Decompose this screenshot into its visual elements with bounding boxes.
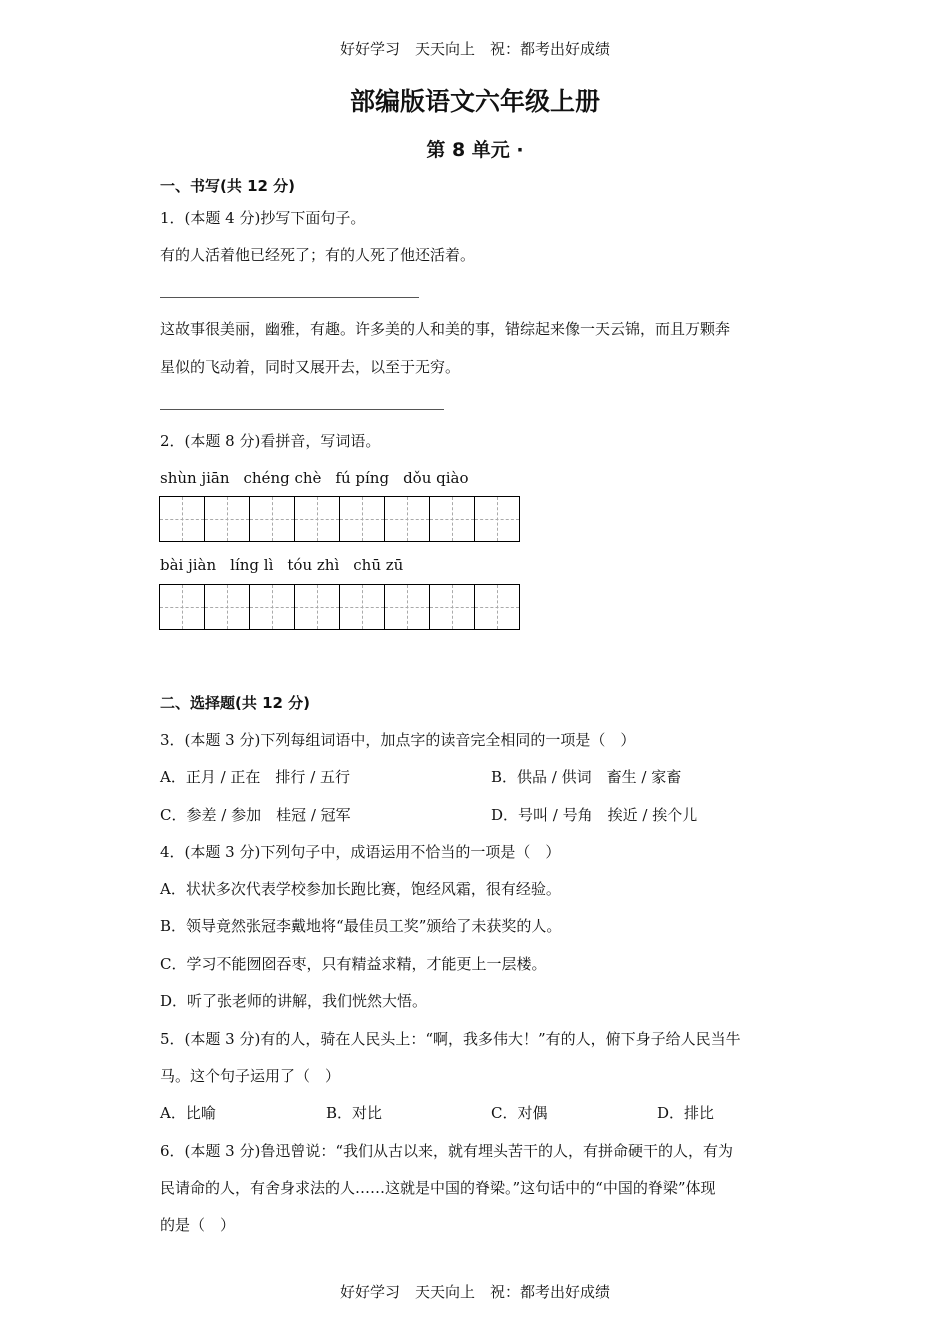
pinyin-item: tóu zhì	[287, 556, 340, 574]
writing-cell[interactable]	[294, 584, 340, 630]
page-header: 好好学习 天天向上 祝：都考出好成绩	[339, 40, 610, 58]
writing-cell[interactable]	[429, 584, 475, 630]
writing-cell[interactable]	[429, 496, 475, 542]
writing-cell[interactable]	[159, 496, 205, 542]
q3-option-b[interactable]: B．供品 / 供词 畜生 / 家畜	[491, 768, 682, 786]
q2-pinyin-row-1	[160, 469, 483, 487]
q1-answer-line-2[interactable]	[160, 409, 444, 410]
q5-option-b[interactable]: B．对比	[326, 1104, 383, 1122]
writing-cell[interactable]	[384, 496, 430, 542]
q5-option-a[interactable]: A．比喻	[160, 1104, 216, 1122]
q1-sentence-2-line-1: 这故事很美丽，幽雅，有趣。许多美的人和美的事，错综起来像一天云锦，而且万颗奔	[160, 320, 731, 338]
q4-option-a[interactable]: A．状状多次代表学校参加长跑比赛，饱经风霜，很有经验。	[160, 880, 561, 898]
writing-cell[interactable]	[339, 584, 385, 630]
pinyin-item: chéng chè	[243, 469, 322, 487]
writing-cell[interactable]	[249, 584, 295, 630]
writing-cell[interactable]	[159, 584, 205, 630]
q4-option-d[interactable]: D．听了张老师的讲解，我们恍然大悟。	[160, 992, 428, 1010]
pinyin-item: líng lì	[230, 556, 274, 574]
q4-option-c[interactable]: C．学习不能囫囵吞枣，只有精益求精，才能更上一层楼。	[160, 955, 547, 973]
writing-cell[interactable]	[339, 496, 385, 542]
q5-option-c[interactable]: C．对偶	[491, 1104, 548, 1122]
q1-stem: 1．(本题 4 分)抄写下面句子。	[160, 209, 366, 227]
writing-cell[interactable]	[474, 584, 520, 630]
writing-cell[interactable]	[204, 496, 250, 542]
q2-stem: 2．(本题 8 分)看拼音，写词语。	[160, 432, 381, 450]
writing-cell[interactable]	[204, 584, 250, 630]
q5-stem-line-1: 5．(本题 3 分)有的人，骑在人民头上：“啊，我多伟大！”有的人，俯下身子给人民当牛	[160, 1030, 741, 1048]
q5-option-d[interactable]: D．排比	[657, 1104, 715, 1122]
pinyin-item: bài jiàn	[160, 556, 217, 574]
unit-subtitle: 第 8 单元 ·	[426, 139, 524, 161]
q4-option-b[interactable]: B．领导竟然张冠李戴地将“最佳员工奖”颁给了未获奖的人。	[160, 917, 562, 935]
q4-stem: 4．(本题 3 分)下列句子中，成语运用不恰当的一项是（ ）	[160, 843, 561, 861]
section-2-heading: 二、选择题(共 12 分)	[160, 694, 311, 712]
q3-option-c[interactable]: C．参差 / 参加 桂冠 / 冠军	[160, 806, 351, 824]
page-footer: 好好学习 天天向上 祝：都考出好成绩	[339, 1283, 610, 1301]
q2-pinyin-row-2	[160, 556, 417, 574]
pinyin-item: chū zū	[353, 556, 404, 574]
section-1-heading: 一、书写(共 12 分)	[160, 177, 296, 195]
q2-writing-grid-1	[159, 496, 520, 542]
q5-stem-line-2: 马。这个句子运用了（ ）	[160, 1067, 341, 1085]
writing-cell[interactable]	[294, 496, 340, 542]
q1-sentence-1: 有的人活着他已经死了；有的人死了他还活着。	[160, 246, 476, 264]
writing-cell[interactable]	[384, 584, 430, 630]
q3-stem: 3．(本题 3 分)下列每组词语中，加点字的读音完全相同的一项是（ ）	[160, 731, 636, 749]
q6-stem-line-1: 6．(本题 3 分)鲁迅曾说：“我们从古以来，就有埋头苦干的人，有拼命硬干的人，有为	[160, 1142, 733, 1160]
q2-writing-grid-2	[159, 584, 520, 630]
document-title: 部编版语文六年级上册	[349, 87, 600, 116]
pinyin-item: dǒu qiào	[403, 469, 469, 487]
q3-option-a[interactable]: A．正月 / 正在 排行 / 五行	[160, 768, 351, 786]
q1-answer-line-1[interactable]	[160, 297, 419, 298]
q3-option-d[interactable]: D．号叫 / 号角 挨近 / 挨个儿	[491, 806, 698, 824]
q1-sentence-2-line-2: 星似的飞动着，同时又展开去，以至于无穷。	[160, 358, 461, 376]
pinyin-item: shùn jiān	[160, 469, 230, 487]
q6-stem-line-3: 的是（ ）	[160, 1216, 236, 1234]
writing-cell[interactable]	[474, 496, 520, 542]
pinyin-item: fú píng	[335, 469, 390, 487]
writing-cell[interactable]	[249, 496, 295, 542]
q6-stem-line-2: 民请命的人，有舍身求法的人……这就是中国的脊梁。”这句话中的“中国的脊梁”体现	[160, 1179, 716, 1197]
